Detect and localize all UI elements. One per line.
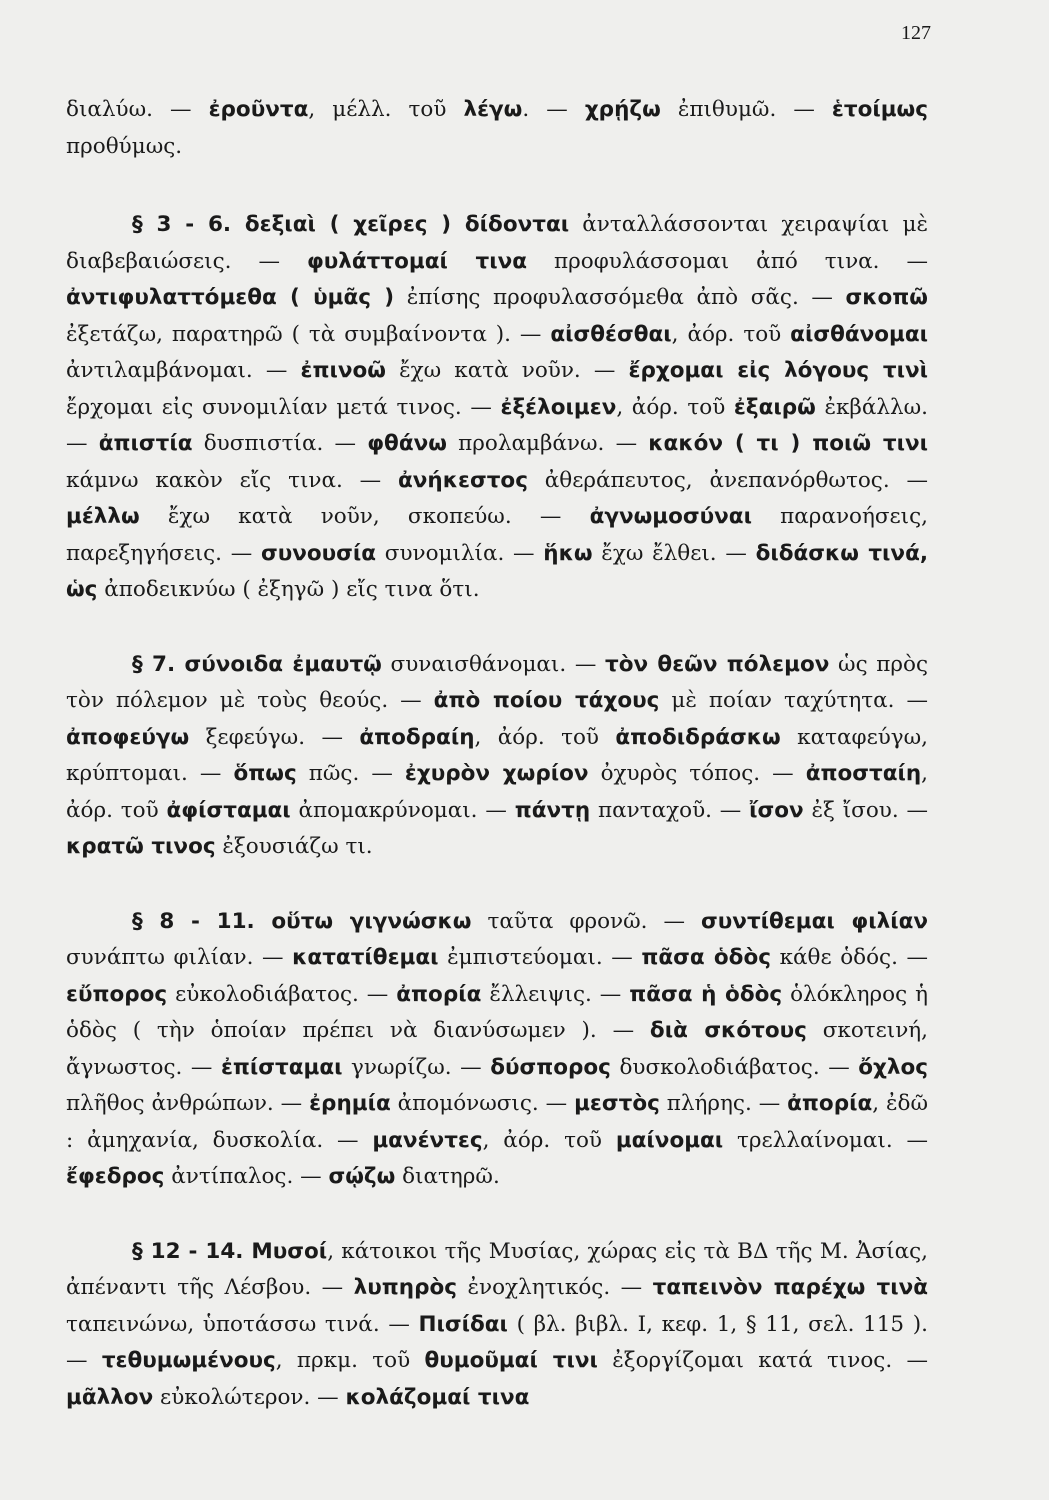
definition-text: , πρκμ. τοῦ [275,1348,425,1373]
section-paragraph [66,207,928,609]
headword: ἐπινοῶ [300,358,386,383]
headword: Πισίδαι [418,1311,508,1337]
definition-text: ἐξοργίζομαι κατά τινος. — [597,1348,928,1373]
headword: κατατίθεμαι [292,945,439,970]
definition-text: σκοτεινή, ἄγνωστος. — [66,1018,929,1080]
section-number: § 3 - 6. [132,212,232,237]
headword: Μυσοί [243,1238,328,1264]
glossary-text [66,92,928,1454]
headword: ἀγνωμοσύναι [589,504,752,529]
definition-text: ξεφεύγω. — [189,724,360,750]
section-paragraph [66,1234,928,1417]
definition-text: ἐπίσης προφυλασσόμεθα ἀπὸ σᾶς. — [394,285,846,310]
headword: οὕτω γιγνώσκω [254,908,472,934]
definition-text: , κάτοικοι τῆς Μυσίας, χώρας εἰς τὰ ΒΔ τῆς Μ. Ἀσίας, ἀπέναντι τῆς Λέσβου. — [66,1238,928,1300]
definition-text: ἔρχομαι εἰς συνομιλίαν μετά τινος. — [66,394,501,420]
headword: ἀποφεύγω [66,724,190,750]
headword: δεξιαὶ ( χεῖρες ) δίδονται [231,212,570,237]
headword: ἑτοίμως [831,97,928,122]
definition-text: , ἀόρ. τοῦ [66,761,928,823]
definition-text: ἀνταλλάσσονται χειραψίαι μὲ διαβεβαιώσεις. — [66,212,928,274]
definition-text: ἐπιθυμῶ. — [660,97,832,122]
headword: ἥκω [543,540,593,566]
definition-text: ἀντίπαλος. — [164,1164,329,1189]
headword: λυπηρὸς [353,1275,457,1300]
definition-text: δυσπιστία. — [192,431,368,456]
definition-text: ἀπομόνωσις. — [390,1091,575,1116]
headword: ἀπιστία [98,431,193,456]
headword: εὔπορος [66,981,168,1007]
headword: ἔφεδρος [66,1164,165,1189]
definition-text: πλήρης. — [659,1091,788,1116]
definition-text: ἔλλειψις. — [481,981,630,1007]
definition-text: παρανοήσεις, παρεξηγήσεις. — [66,504,928,566]
page-number: 127 [901,22,931,44]
definition-text: ταῦτα φρονῶ. — [471,908,702,934]
headword: σῴζω [328,1164,396,1189]
section-number: § 12 - 14. [132,1238,244,1264]
section-number: § 7. [132,651,176,677]
definition-text: , ἀόρ. τοῦ [482,1127,616,1153]
headword: ταπεινὸν παρέχω τινὰ [652,1275,929,1300]
headword: μεστὸς [574,1091,660,1116]
definition-text: ἐνοχλητικός. — [457,1275,653,1300]
headword: δύσπορος [490,1054,611,1080]
headword: μανέντες [372,1127,483,1153]
headword: κολάζομαί τινα [345,1384,530,1410]
section-paragraph [66,647,928,866]
headword: πᾶσα ὁδὸς [641,945,771,970]
headword: ὅπως [233,761,297,786]
definition-text: ὀχυρὸς τόπος. — [588,761,806,786]
headword: μαίνομαι [615,1127,724,1153]
definition-text: εὐκολοδιάβατος. — [167,981,397,1007]
definition-text: ἐξετάζω, παρατηρῶ ( τὰ συμβαίνοντα ). — [66,321,551,347]
definition-text: ἀθεράπευτος, ἀνεπανόρθωτος. — [527,467,928,493]
headword: ἀπὸ ποίου τάχους [433,688,660,713]
headword: ἔρχομαι εἰς λόγους τινὶ [628,358,929,383]
definition-text: πανταχοῦ. — [590,797,750,823]
headword: ἀφίσταμαι [166,797,291,823]
headword: ἐξέλοιμεν [500,394,617,420]
headword: ἐροῦντα [208,97,309,122]
definition-text: συνάπτω φιλίαν. — [66,945,293,970]
continuation-paragraph [66,92,928,165]
definition-text: . — [522,97,585,122]
headword: διδάσκω τινά, ὡς [66,540,929,602]
headword: ἐχυρὸν χωρίον [404,761,589,786]
definition-text: ἔχω ἔλθει. — [592,540,756,566]
headword: ἐρημία [309,1091,391,1116]
definition-text: διαλύω. — [66,97,209,122]
definition-text: , ἀόρ. τοῦ [616,394,734,420]
definition-text: ἐμπιστεύομαι. — [438,945,642,970]
headword: ἀπορία [396,981,482,1007]
definition-text: ἐξ ἴσου. — [803,797,929,823]
definition-text: , ἀόρ. τοῦ [671,321,791,347]
definition-text: προλαμβάνω. — [446,431,649,456]
definition-text: ἔχω κατὰ νοῦν. — [385,358,629,383]
definition-text: τρελλαίνομαι. — [723,1127,928,1153]
definition-text: δυσκολοδιάβατος. — [610,1054,859,1080]
headword: ἀνήκεστος [398,467,528,493]
headword: συντίθεμαι φιλίαν [701,908,929,934]
headword: σύνοιδα ἐμαυτῷ [175,651,382,677]
headword: μᾶλλον [66,1384,154,1410]
definition-text: ταπεινώνω, ὑποτάσσω τινά. — [66,1311,419,1337]
headword: ἀποδιδράσκω [615,724,781,750]
definition-text: κάμνω κακὸν εἴς τινα. — [66,467,398,493]
definition-text: πῶς. — [296,761,405,786]
definition-text: εὐκολώτερον. — [153,1384,346,1410]
headword: συνουσία [260,540,377,566]
headword: πᾶσα ἡ ὁδὸς [629,981,783,1007]
headword: τεθυμωμένους [101,1348,276,1373]
headword: ἐπίσταμαι [220,1054,343,1080]
headword: ἐξαιρῶ [733,394,816,420]
headword: τὸν θεῶν πόλεμον [605,651,830,677]
section-paragraph [66,904,928,1196]
definition-text: ( βλ. βιβλ. I, κεφ. 1, § 11, σελ. 115 ). — [66,1311,928,1373]
headword: μέλλω [66,504,140,529]
definition-text: , ἐδῶ : ἀμηχανία, δυσκολία. — [66,1091,928,1153]
definition-text: κάθε ὁδός. — [770,945,929,970]
definition-text: γνωρίζω. — [342,1054,491,1080]
headword: ἀντιφυλαττόμεθα ( ὑμᾶς ) [66,285,395,310]
definition-text: , μέλλ. τοῦ [308,97,464,122]
headword: ἴσον [749,797,804,823]
headword: αἰσθέσθαι [550,321,672,347]
definition-text: προφυλάσσομαι ἀπό τινα. — [527,248,928,274]
definition-text: ἀντιλαμβάνομαι. — [66,358,301,383]
headword: θυμοῦμαί τινι [424,1348,598,1373]
headword: ὄχλος [858,1054,928,1080]
definition-text: ὡς πρὸς τὸν πόλεμον μὲ τοὺς θεούς. — [66,651,929,713]
headword: ἀποδραίη [359,724,475,750]
headword: χρῄζω [584,97,661,122]
headword: διὰ σκότους [649,1018,807,1043]
definition-text: καταφεύγω, κρύπτομαι. — [66,724,928,786]
definition-text: συναισθάνομαι. — [381,651,605,677]
headword: σκοπῶ [845,285,928,310]
definition-text: προθύμως. [66,133,183,159]
headword: κακόν ( τι ) ποιῶ τινι [648,431,929,456]
definition-text: πλῆθος ἀνθρώπων. — [66,1091,310,1116]
headword: κρατῶ τινος [66,834,216,859]
headword: αἰσθάνομαι [790,321,928,347]
headword: ἀπορία [787,1091,873,1116]
headword: φυλάττομαί τινα [306,248,528,274]
definition-text: ἔχω κατὰ νοῦν, σκοπεύω. — [139,504,590,529]
definition-text: ἐκβάλλω. — [66,394,928,456]
definition-text: ἀποδεικνύω ( ἐξηγῶ ) εἴς τινα ὅτι. [97,577,480,602]
definition-text: διατηρῶ. [395,1164,500,1189]
definition-text: ἐξουσιάζω τι. [215,834,373,859]
definition-text: ὁλόκληρος ἡ ὁδὸς ( τὴν ὁποίαν πρέπει νὰ διανύσωμεν ). — [66,981,928,1043]
headword: φθάνω [367,431,447,456]
definition-text: μὲ ποίαν ταχύτητα. — [659,688,928,713]
definition-text: ἀπομακρύνομαι. — [290,797,515,823]
definition-text: , ἀόρ. τοῦ [474,724,616,750]
headword: πάντῃ [514,797,591,823]
definition-text: συνομιλία. — [376,540,544,566]
section-number: § 8 - 11. [132,908,255,934]
headword: ἀποσταίη [805,761,922,786]
headword: λέγω [463,97,523,122]
